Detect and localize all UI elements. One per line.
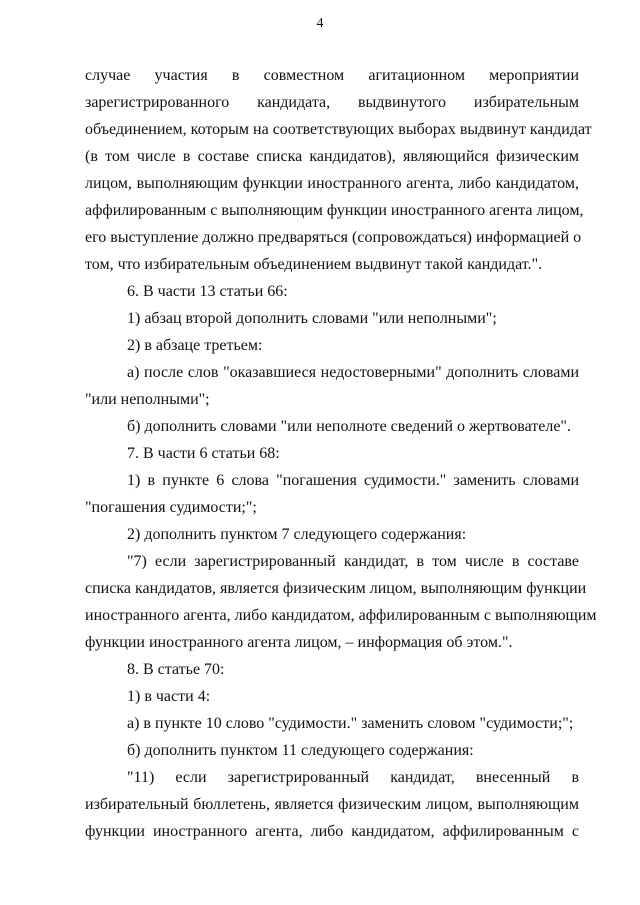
text-line: б) дополнить пунктом 11 следующего содержания: [127,742,474,759]
text-line: том, что избирательным объединением выдвинут такой кандидат.". [85,256,543,273]
text-line: а) в пункте 10 слово "судимости." заменить словом "судимости;"; [127,715,574,732]
text-line: функции иностранного агента лицом, – информация об этом.". [85,634,513,651]
text-line: аффилированным с выполняющим функции иностранного агента лицом, [85,202,584,219]
text-line: 1) абзац второй дополнить словами "или неполными"; [127,310,497,327]
text-line: избирательный бюллетень, является физическим лицом, выполняющим [85,796,579,813]
text-line: б) дополнить словами "или неполноте сведений о жертвователе". [127,418,571,435]
text-line: функции иностранного агента, либо кандидатом, аффилированным с [85,823,579,840]
text-line: (в том числе в составе списка кандидатов), являющийся физическим [85,148,579,165]
text-line: 6. В части 13 статьи 66: [127,283,288,300]
text-line: 1) в части 4: [127,688,211,705]
text-line: его выступление должно предваряться (сопровождаться) информацией о [85,229,582,246]
text-line: лицом, выполняющим функции иностранного агента, либо кандидатом, [85,175,579,192]
text-line: 2) в абзаце третьем: [127,337,263,354]
text-line: зарегистрированного кандидата, выдвинутого избирательным [85,94,579,111]
text-line: объединением, которым на соответствующих выборах выдвинут кандидат [85,121,592,138]
text-line: а) после слов "оказавшиеся недостоверными" дополнить словами [127,364,579,381]
text-line: "или неполными"; [85,391,210,408]
text-line: 7. В части 6 статьи 68: [127,445,280,462]
text-line: 1) в пункте 6 слова "погашения судимости." заменить словами [127,472,579,489]
text-line: 8. В статье 70: [127,661,225,678]
text-line: "7) если зарегистрированный кандидат, в том числе в составе [127,553,579,570]
text-line: случае участия в совместном агитационном мероприятии [85,67,579,84]
text-line: "11) если зарегистрированный кандидат, внесенный в [127,769,579,786]
text-line: иностранного агента, либо кандидатом, аффилированным с выполняющим [85,607,597,624]
text-line: списка кандидатов, является физическим лицом, выполняющим функции [85,580,587,597]
page-number: 4 [316,16,324,31]
text-line: 2) дополнить пунктом 7 следующего содержания: [127,526,467,543]
text-line: "погашения судимости;"; [85,499,257,516]
